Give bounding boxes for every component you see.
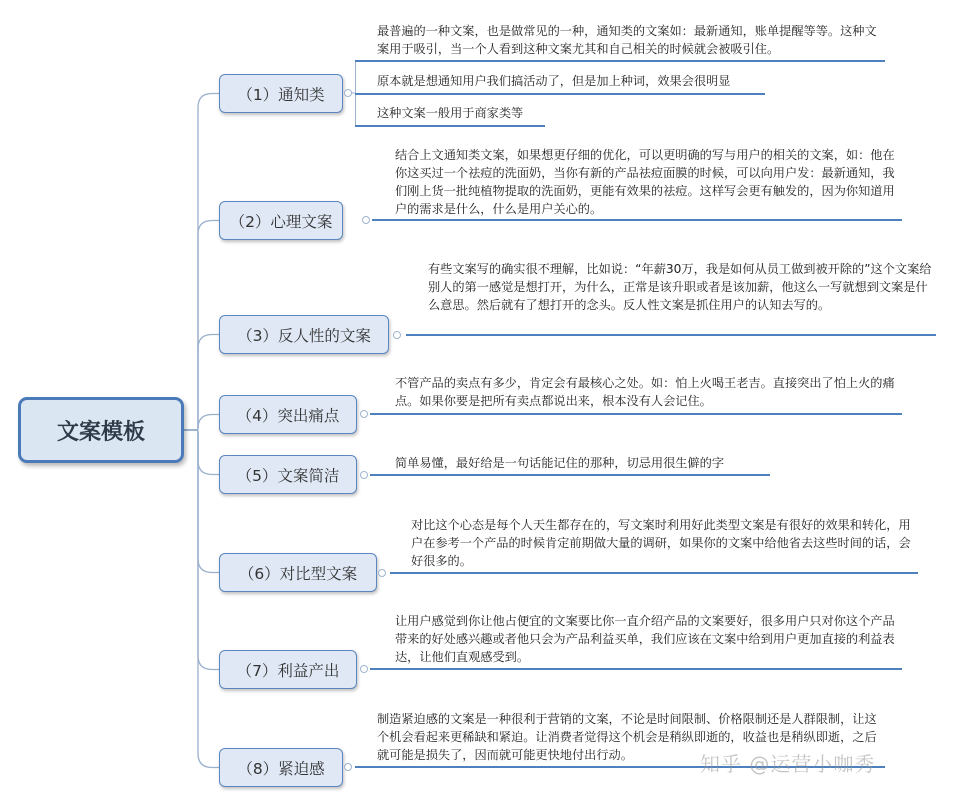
- branch-connector: [184, 415, 219, 431]
- branch-node-psychology: （2）心理文案: [219, 201, 343, 240]
- note-underline: [406, 334, 936, 336]
- collapse-knob[interactable]: [378, 569, 386, 577]
- collapse-knob[interactable]: [360, 665, 368, 673]
- note-text: 制造紧迫感的文案是一种很利于营销的文案，不论是时间限制、价格限制还是人群限制，让这个机会看起来更稀缺和紧迫。让消费者觉得这个机会是稍纵即逝的，收益也是稍纵即逝，之后就可能是损失了，因而就可能更快地付出行动。: [377, 712, 877, 762]
- note-underline: [355, 93, 765, 95]
- branch-connector: [184, 430, 219, 768]
- watermark: 知乎 @运营小咖秀: [700, 752, 876, 776]
- note-underline: [370, 474, 770, 476]
- note-text: 简单易懂，最好给是一句话能记住的那种，切忌用很生僻的字: [395, 456, 725, 470]
- branch-connector: [184, 430, 219, 573]
- collapse-knob[interactable]: [344, 763, 352, 771]
- branch-node-notification: （1）通知类: [219, 74, 343, 113]
- branch-node-pain-point: （4）突出痛点: [219, 395, 357, 434]
- note-text: 结合上文通知类文案，如果想更仔细的优化，可以更明确的写与用户的相关的文案，如：他在你这买过一个祛痘的洗面奶，当你有新的产品祛痘面膜的时候，可以向用户发：最新通知，我们刚上货一批纯植物提取的洗面奶，更能有效果的祛痘。这样写会更有触发的，因为你知道用户的需求是什么，什么是用户关心的。: [395, 148, 895, 216]
- branch-node-urgency: （8）紧迫感: [219, 748, 343, 787]
- note-underline: [390, 572, 918, 574]
- note-text: 有些文案写的确实很不理解，比如说：“年薪30万，我是如何从员工做到被开除的”这个文案给别人的第一感觉是想打开，为什么，正常是该升职或者是该加薪，他这么一写就想到文案是什么意思。然后就有了想打开的念头。反人性文案是抓住用户的认知去写的。: [428, 262, 932, 312]
- branch-connector: [184, 430, 219, 670]
- note-text: 不管产品的卖点有多少，肯定会有最核心之处。如：怕上火喝王老吉。直接突出了怕上火的痛点。如果你要是把所有卖点都说出来，根本没有人会记住。: [395, 376, 895, 408]
- collapse-knob[interactable]: [360, 471, 368, 479]
- note-underline: [370, 413, 902, 415]
- branch-connector: [184, 94, 219, 431]
- note-underline: [372, 219, 902, 221]
- root-node: 文案模板: [18, 397, 184, 463]
- note-underline: [370, 668, 902, 670]
- note-text: 这种文案一般用于商家类等: [377, 106, 524, 120]
- note-text: 最普遍的一种文案，也是做常见的一种，通知类的文案如：最新通知，账单提醒等等。这种文案用于吸引，当一个人看到这种文案尤其和自己相关的时候就会被吸引住。: [377, 24, 877, 56]
- note-text: 原本就是想通知用户我们搞活动了，但是加上种词，效果会很明显: [377, 74, 731, 88]
- branch-connector: [184, 430, 219, 475]
- branch-node-comparison: （6）对比型文案: [219, 553, 377, 592]
- note-text: 让用户感觉到你让他占便宜的文案要比你一直介绍产品的文案要好，很多用户只对你这个产品带来的好处感兴趣或者他只会为产品利益买单，我们应该在文案中给到用户更加直接的利益表达，让他们直观感受到。: [395, 614, 895, 664]
- collapse-knob[interactable]: [393, 331, 401, 339]
- branch-node-counterintuitive: （3）反人性的文案: [219, 315, 389, 354]
- collapse-knob[interactable]: [344, 89, 352, 97]
- note-text: 对比这个心态是每个人天生都存在的，写文案时利用好此类型文案是有很好的效果和转化，用户在参考一个产品的时候肯定前期做大量的调研，如果你的文案中给他省去这些时间的话，会好很多的。: [411, 518, 911, 568]
- collapse-knob[interactable]: [362, 216, 370, 224]
- branch-connector: [184, 335, 219, 431]
- branch-node-benefit: （7）利益产出: [219, 650, 357, 689]
- collapse-knob[interactable]: [360, 410, 368, 418]
- note-underline: [355, 60, 885, 62]
- note-underline: [355, 125, 545, 127]
- branch-node-concise: （5）文案简洁: [219, 455, 357, 494]
- branch-connector: [184, 221, 219, 431]
